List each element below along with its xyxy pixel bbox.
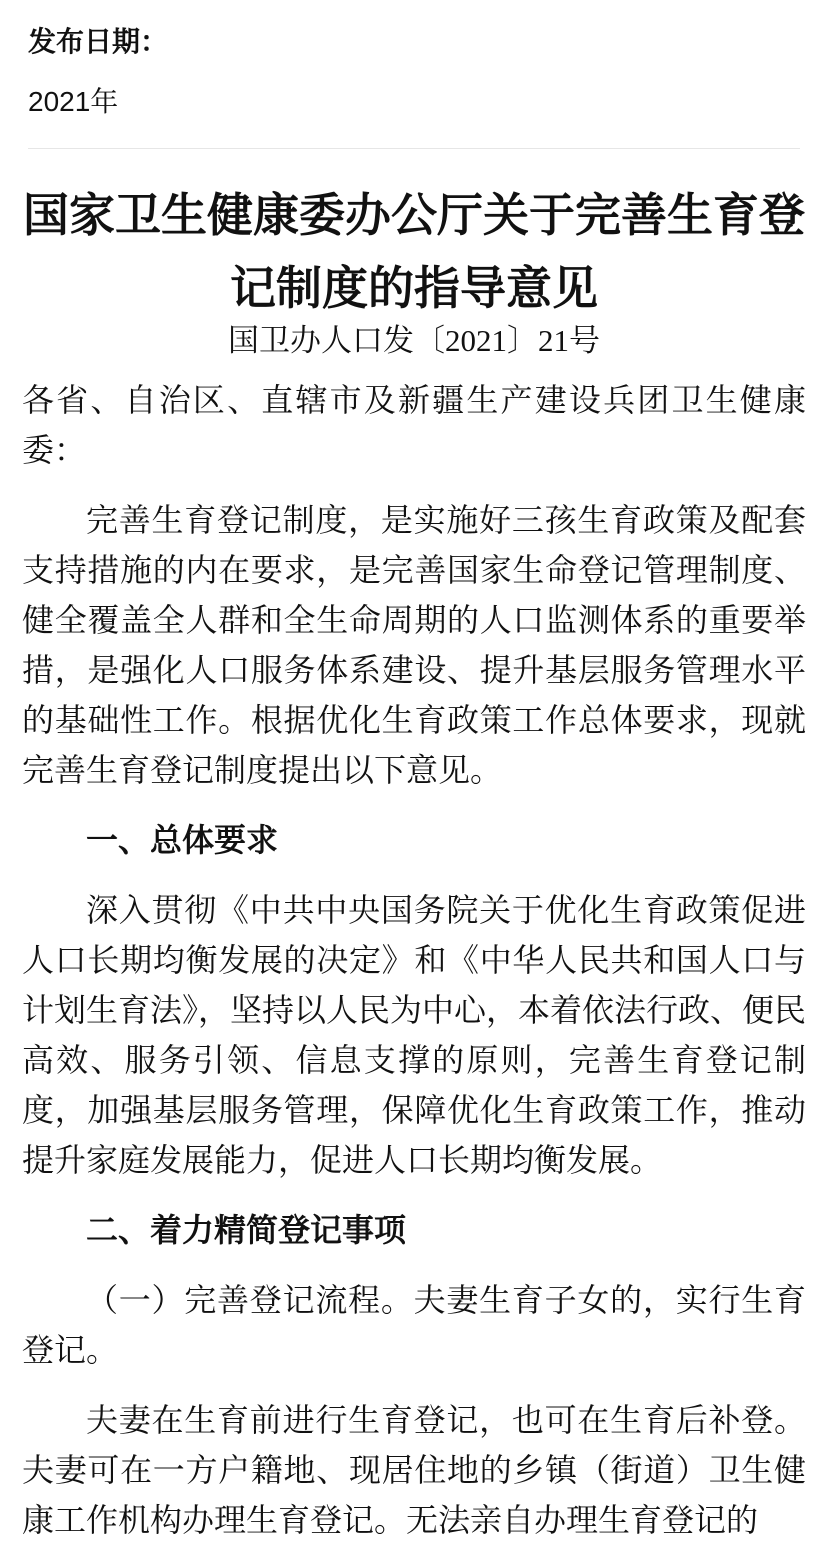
- publish-date-label: 发布日期：: [28, 26, 169, 57]
- document-number: 国卫办人口发〔2021〕21号: [228, 323, 600, 358]
- document-title: 国家卫生健康委办公厅关于完善生育登记制度的指导意见: [23, 189, 805, 314]
- paragraph: 深入贯彻《中共中央国务院关于优化生育政策促进人口长期均衡发展的决定》和《中华人民共和国人口与计划生育法》，坚持以人民为中心，本着依法行政、便民高效、服务引领、信息支撑的原则，完善生育登记制度，加强基层服务管理，保障优化生育政策工作，推动提升家庭发展能力，促进人口长期均衡发展。: [22, 892, 807, 1178]
- section-heading: 二、着力精简登记事项: [86, 1212, 407, 1248]
- section-heading: 一、总体要求: [86, 822, 279, 858]
- paragraph: 完善生育登记制度，是实施好三孩生育政策及配套支持措施的内在要求，是完善国家生命登记管理制度、健全覆盖全人群和全生命周期的人口监测体系的重要举措，是强化人口服务体系建设、提升基层服务管理水平的基础性工作。根据优化生育政策工作总体要求，现就完善生育登记制度提出以下意见。: [22, 502, 806, 788]
- document-body: [0, 375, 828, 1545]
- divider: [28, 148, 800, 149]
- addressee: 各省、自治区、直辖市及新疆生产建设兵团卫生健康委：: [22, 382, 806, 468]
- paragraph: 夫妻在生育前进行生育登记，也可在生育后补登。夫妻可在一方户籍地、现居住地的乡镇（街道）卫生健康工作机构办理生育登记。无法亲自办理生育登记的: [22, 1402, 806, 1538]
- publish-meta: [0, 0, 828, 122]
- paragraph: （一）完善登记流程。夫妻生育子女的，实行生育登记。: [22, 1282, 806, 1368]
- publish-date-value: 2021年: [28, 86, 119, 117]
